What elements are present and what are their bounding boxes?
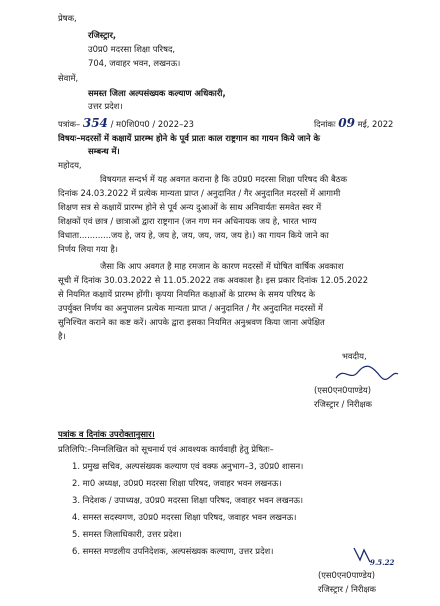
- date-handwritten: 09: [338, 116, 355, 130]
- reference-number: [58, 118, 194, 130]
- para2-line: से नियमित कक्षायें प्रारम्भ होंगी। कृपया नियमित कक्षाओं के प्रारम्भ के समय परिषद के: [58, 289, 316, 299]
- para1-line: निर्णय लिया गया है।: [58, 244, 118, 254]
- to-state: उत्तर प्रदेश।: [88, 101, 123, 111]
- signature-scribble-icon: [332, 362, 402, 384]
- para1-line: विषयगत सन्दर्भ में यह अवगत कराना है कि उ0प्र0 मदरसा शिक्षा परिषद की बैठक: [100, 174, 348, 184]
- from-address: 704, जवाहर भवन, लखनऊ।: [88, 58, 181, 68]
- para1-line: शिक्षण सत्र से कक्षायें प्रारम्भ होने से पूर्व अन्य दुआओं के साथ अनिवार्यतः समवेत स्वर में: [58, 202, 322, 212]
- subject-line-2: सम्बन्ध में।: [88, 146, 120, 156]
- para2-line: उपर्युक्त निर्णय का अनुपालन प्रत्येक मान्यता प्राप्त / अनुदानित / गैर अनुदानित मदरसों में: [58, 303, 323, 313]
- copy-heading: पत्रांक व दिनांक उपरोक्तानुसार।: [58, 429, 155, 439]
- copy-item: 3. निदेशक / उपाध्यक्ष, उ0प्र0 मदरसा शिक्षा परिषद, जवाहर भवन लखनऊ।: [72, 495, 304, 505]
- para1-line: शिक्षकों एवं छात्र / छात्राओं द्वारा राष्ट्रगान (जन गण मन अधिनायक जय हे, भारत भाग्य: [58, 216, 317, 226]
- para2-line: जैसा कि आप अवगत है माह रमजान के कारण मदरसों में घोषित वार्षिक अवकाश: [100, 261, 344, 271]
- para1-line: विधाता............जय हे, जय हे, जय हे, जय, जय, जय, जय हे।) का गायन किये जाने का: [58, 230, 329, 240]
- copy-item: 4. समस्त सदस्यगण, उ0प्र0 मदरसा शिक्षा परिषद, जवाहर भवन लखनऊ।: [72, 512, 297, 522]
- patrank-label: पत्रांक–: [58, 119, 81, 129]
- salutation: महोदय,: [58, 160, 82, 170]
- signature1-name: (एस0एन0पाण्डेय): [314, 385, 372, 395]
- copy-item: 6. समस्त मण्डलीय उपनिदेशक, अल्पसंख्यक कल्याण, उत्तर प्रदेश।: [72, 546, 274, 556]
- signature2-designation: रजिस्ट्रार / निरीक्षक: [318, 584, 376, 594]
- copy-item: 1. प्रमुख सचिव, अल्पसंख्यक कल्याण एवं वक्फ अनुभाग–3, उ0प्र0 शासन।: [72, 461, 304, 471]
- from-label: प्रेषक,: [58, 13, 77, 23]
- closing: भवदीय,: [342, 351, 367, 361]
- signature2-date: 9.5.22: [370, 558, 395, 567]
- copy-intro: प्रतिलिपि:–निम्नलिखित को सूचनार्थ एवं आवश्यक कार्यवाही हेतु प्रेषितः–: [58, 444, 274, 454]
- from-office: उ0प्र0 मदरसा शिक्षा परिषद,: [88, 44, 176, 54]
- patrank-rest: / म0शि0प0 / 2022–23: [110, 119, 194, 129]
- date-rest: मई, 2022: [357, 119, 394, 129]
- para2-line: सूची में दिनांक 30.03.2022 से 11.05.2022 तक अवकाश है। इस प्रकार दिनांक 12.05.2022: [58, 275, 369, 285]
- copy-item: 5. समस्त जिलाधिकारी, उत्तर प्रदेश।: [72, 529, 182, 539]
- para2-line: सुनिश्चित कराने का कष्ट करें। आपके द्वारा इसका नियमित अनुश्रवण किया जाना अपेक्षित: [58, 317, 325, 327]
- para1-line: दिनांक 24.03.2022 में प्रत्येक मान्यता प्राप्त / अनुदानित / गैर अनुदानित मदरसों में आगामी: [58, 188, 341, 198]
- from-title: रजिस्ट्रार,: [88, 30, 117, 40]
- to-label: सेवामें,: [58, 73, 79, 83]
- reference-date: [314, 118, 393, 130]
- copy-item: 2. मा0 अध्यक्ष, उ0प्र0 मदरसा शिक्षा परिषद, जवाहर भवन लखनऊ।: [72, 478, 282, 488]
- para2-line: है।: [58, 331, 66, 341]
- patrank-handwritten: 354: [82, 116, 108, 130]
- signature1-designation: रजिस्ट्रार / निरीक्षक: [314, 399, 372, 409]
- to-title: समस्त जिला अल्पसंख्यक कल्याण अधिकारी,: [88, 88, 226, 98]
- signature2-name: (एस0एन0पाण्डेय): [318, 570, 376, 580]
- subject-line-1: विषयः–मदरसों में कक्षायें प्रारम्भ होने के पूर्व प्रातः काल राष्ट्रगान का गायन किये जाने के: [58, 133, 320, 143]
- date-label: दिनांकः: [314, 119, 336, 129]
